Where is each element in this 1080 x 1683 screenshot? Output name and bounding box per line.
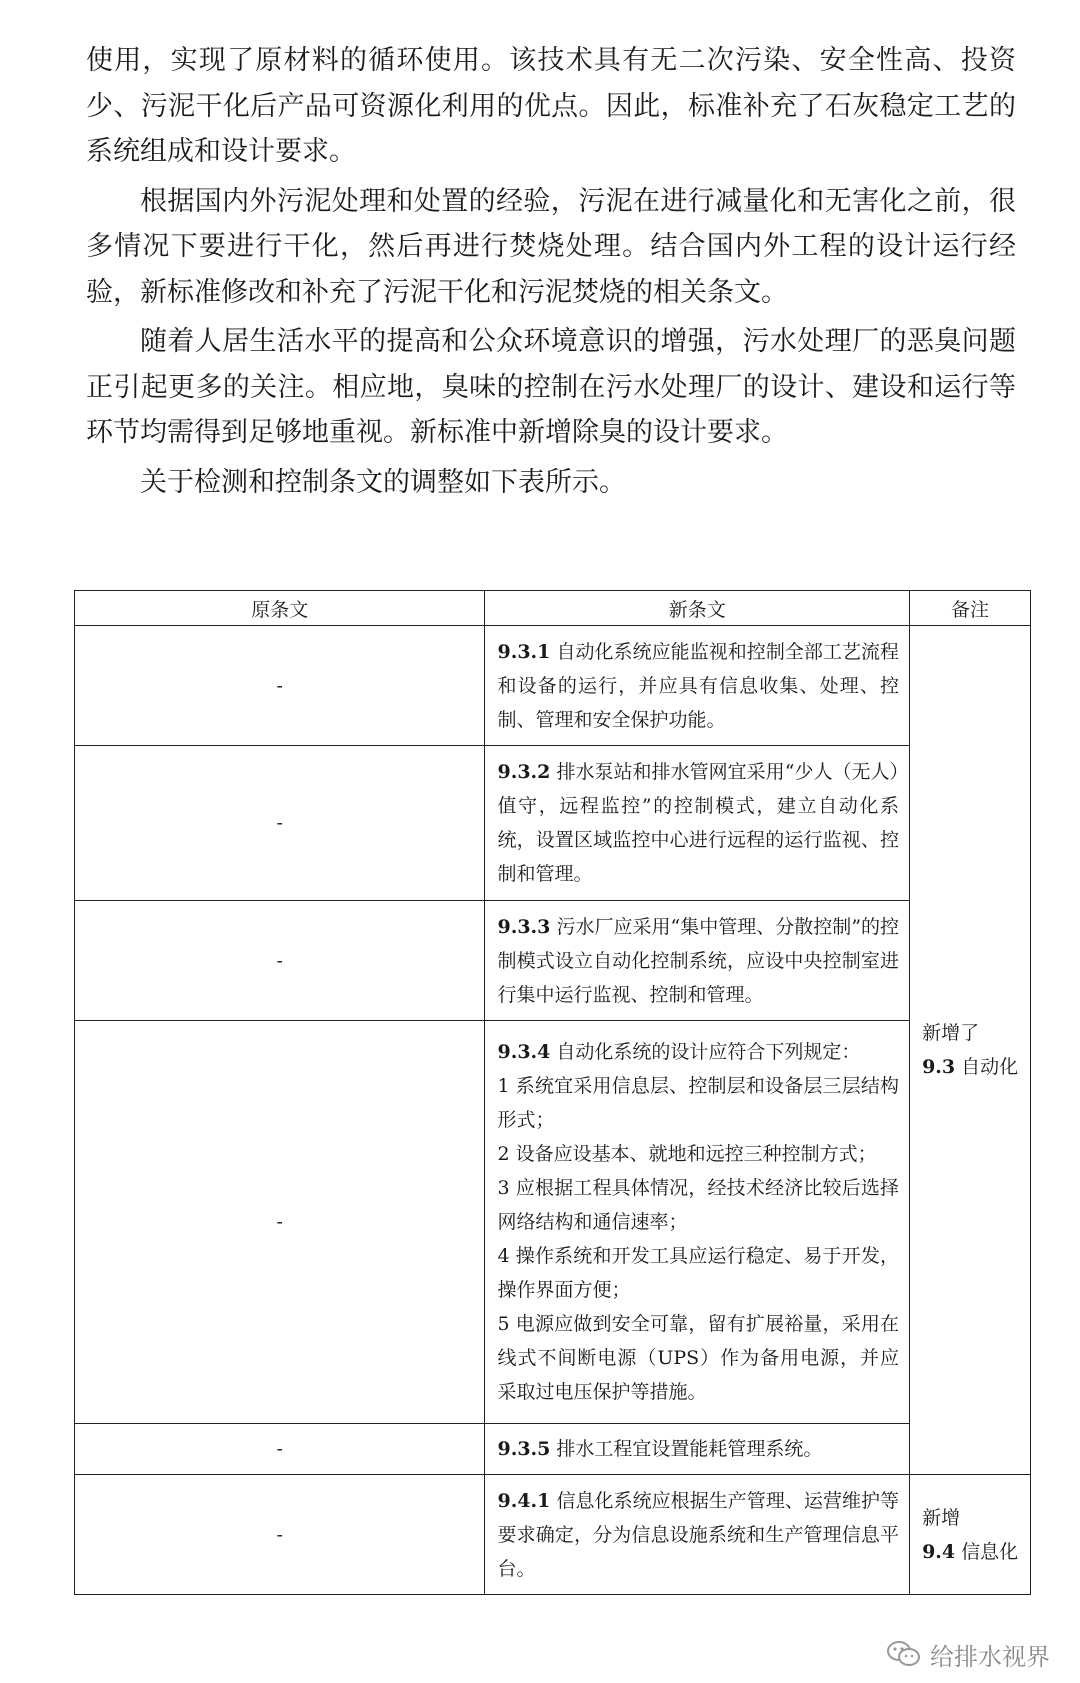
original-clause-cell: -: [75, 1021, 485, 1424]
clause-item: 1 系统宜采用信息层、控制层和设备层三层结构形式；: [497, 1075, 900, 1131]
clause-heading: [497, 1035, 899, 1069]
header-original-clause: 原条文: [75, 591, 485, 626]
new-clause-cell: [485, 746, 910, 901]
table-row: [75, 626, 1031, 746]
remark-section-number: 9.4: [922, 1540, 956, 1563]
original-clause-cell: -: [75, 1475, 485, 1595]
new-clause-cell: [485, 1475, 910, 1595]
clause-number: 9.3.2: [497, 761, 551, 783]
clause-item: 3 应根据工程具体情况，经技术经济比较后选择网络结构和通信速率；: [497, 1177, 900, 1233]
remark-prefix: 新增: [922, 1506, 961, 1529]
clause-item: 4 操作系统和开发工具应运行稳定、易于开发，操作界面方便；: [497, 1245, 900, 1301]
remark-cell-9-4: [910, 1475, 1031, 1595]
table-row: [75, 1021, 1031, 1424]
header-remarks: 备注: [910, 591, 1031, 626]
clause-text: 排水工程宜设置能耗管理系统。: [556, 1438, 823, 1460]
table-row: [75, 901, 1031, 1021]
watermark-text: 给排水视界: [930, 1642, 1050, 1671]
remark-suffix: 信息化: [961, 1540, 1019, 1563]
clause-text: 自动化系统的设计应符合下列规定：: [556, 1041, 861, 1063]
comparison-table: [74, 590, 1031, 1595]
clause-text: 信息化系统应根据生产管理、运营维护等要求确定，分为信息设施系统和生产管理信息平台。: [497, 1489, 900, 1580]
clause-text: 污水厂应采用“集中管理、分散控制”的控制模式设立自动化控制系统，应设中央控制室进行集中运行监视、控制和管理。: [497, 915, 900, 1006]
paragraph-1: 使用，实现了原材料的循环使用。该技术具有无二次污染、安全性高、投资少、污泥干化后产品可资源化利用的优点。因此，标准补充了石灰稳定工艺的系统组成和设计要求。: [86, 45, 1016, 167]
original-clause-cell: -: [75, 901, 485, 1021]
clause-number: 9.4.1: [497, 1489, 551, 1512]
clause-number: 9.3.5: [497, 1438, 551, 1460]
new-clause-cell: [485, 901, 910, 1021]
table-row: [75, 746, 1031, 901]
clause-item: 5 电源应做到安全可靠，留有扩展裕量，采用在线式不间断电源（UPS）作为备用电源，并应采取过电压保护等措施。: [497, 1313, 900, 1403]
paragraph-4: 关于检测和控制条文的调整如下表所示。: [140, 466, 626, 498]
body-text: [86, 38, 1016, 505]
new-clause-cell: [485, 1021, 910, 1424]
clause-number: 9.3.3: [497, 915, 551, 938]
table-row: [75, 1424, 1031, 1475]
new-clause-cell: [485, 626, 910, 746]
header-new-clause: 新条文: [485, 591, 910, 626]
table-header-row: [75, 591, 1031, 626]
paragraph-2: 根据国内外污泥处理和处置的经验，污泥在进行减量化和无害化之前，很多情况下要进行干化，然后再进行焚烧处理。结合国内外工程的设计运行经验，新标准修改和补充了污泥干化和污泥焚烧的相关条文。: [86, 185, 1016, 308]
remark-prefix: 新增了: [922, 1022, 980, 1044]
remark-suffix: 自动化: [961, 1056, 1019, 1078]
clause-text: 排水泵站和排水管网宜采用“少人（无人）值守，远程监控”的控制模式，建立自动化系统，设置区域监控中心进行远程的运行监视、控制和管理。: [497, 761, 900, 885]
original-clause-cell: -: [75, 1424, 485, 1475]
remark-cell-9-3: [910, 626, 1031, 1475]
clause-text: 自动化系统应能监视和控制全部工艺流程和设备的运行，并应具有信息收集、处理、控制、管理和安全保护功能。: [497, 640, 900, 731]
wechat-icon: [886, 1639, 922, 1669]
table-row: [75, 1475, 1031, 1595]
original-clause-cell: -: [75, 626, 485, 746]
original-clause-cell: -: [75, 746, 485, 901]
paragraph-3: 随着人居生活水平的提高和公众环境意识的增强，污水处理厂的恶臭问题正引起更多的关注。相应地，臭味的控制在污水处理厂的设计、建设和运行等环节均需得到足够地重视。新标准中新增除臭的设计要求。: [86, 326, 1016, 448]
remark-section-number: 9.3: [922, 1056, 956, 1078]
clause-item: 2 设备应设基本、就地和远控三种控制方式；: [497, 1143, 877, 1165]
clause-number: 9.3.4: [497, 1041, 551, 1063]
new-clause-cell: [485, 1424, 910, 1475]
clause-number: 9.3.1: [497, 640, 551, 663]
watermark: [886, 1634, 1050, 1674]
